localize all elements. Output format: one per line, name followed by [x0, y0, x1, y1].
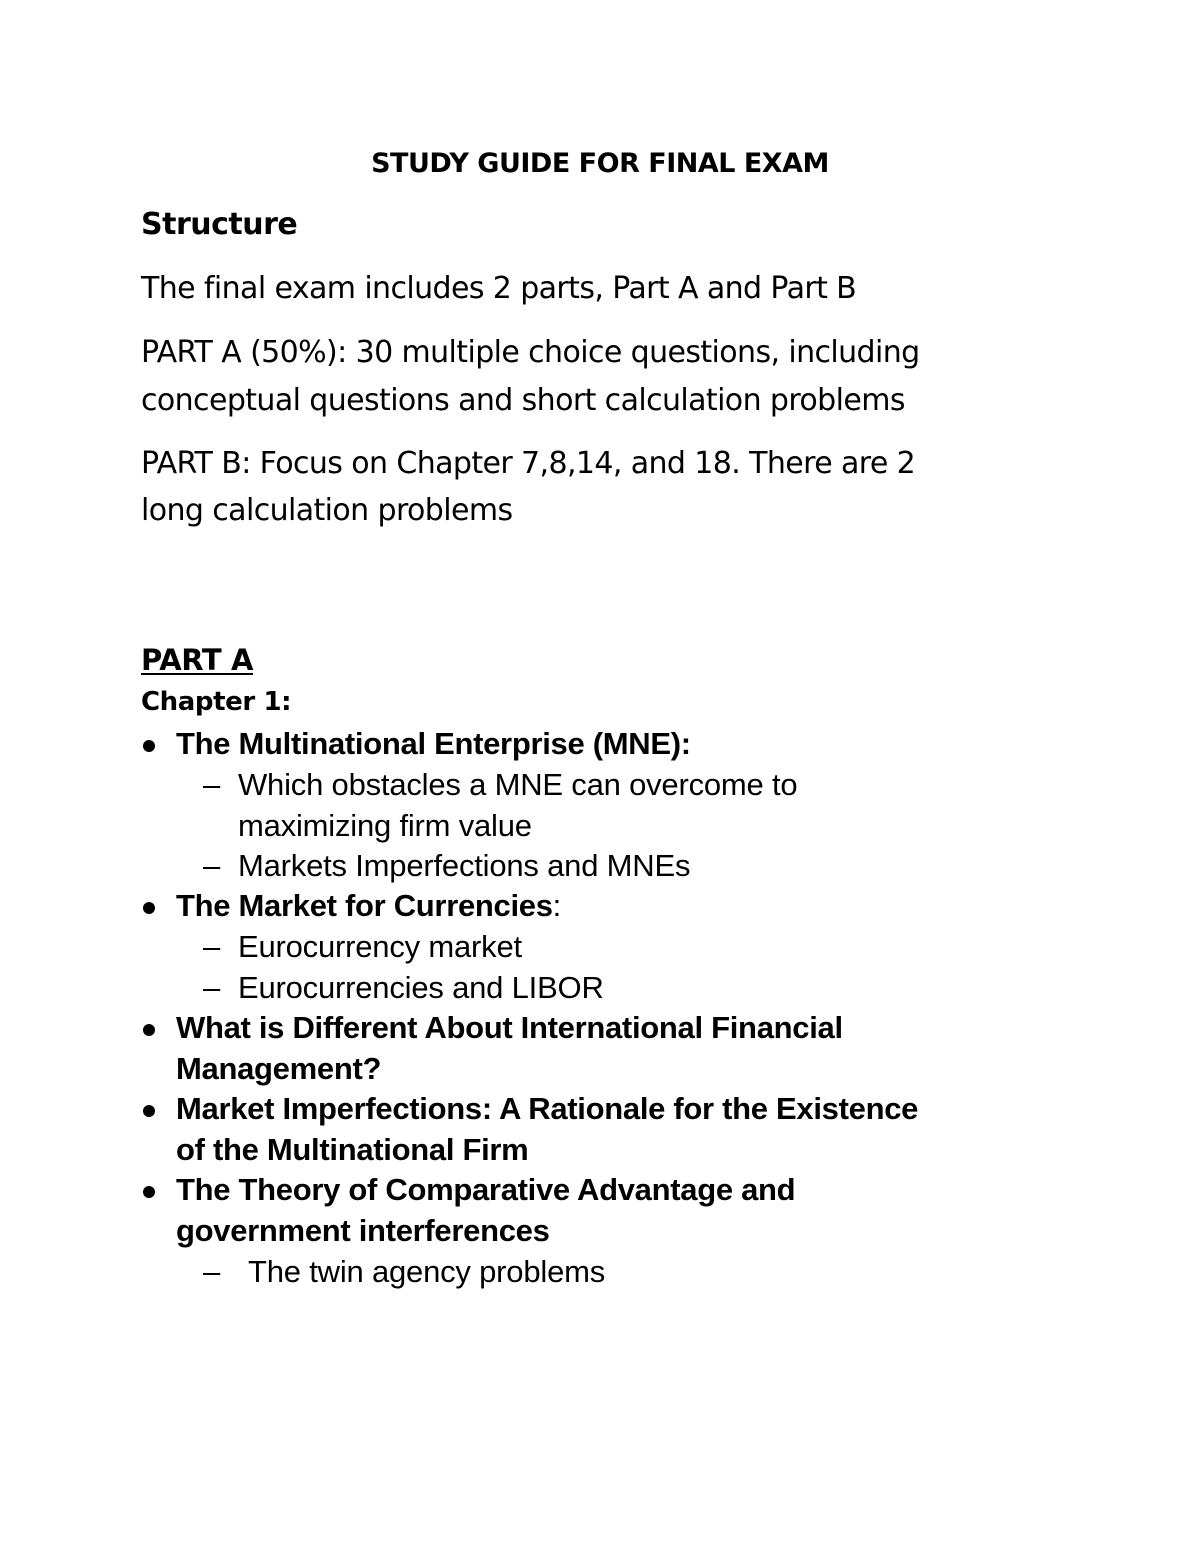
sub-item-eurocurrencies-libor: Eurocurrencies and LIBOR: [238, 970, 604, 1005]
bullet-icon: [143, 902, 155, 914]
bullet-international-financial-line1: What is Different About International Financial: [176, 1010, 843, 1045]
dash-icon: –: [203, 1254, 221, 1289]
chapter-1-heading: Chapter 1:: [141, 687, 292, 717]
bullet-comparative-advantage-line1: The Theory of Comparative Advantage and: [176, 1172, 796, 1207]
bullet-market-imperfections-line1: Market Imperfections: A Rationale for the Existence: [176, 1091, 919, 1126]
sub-item-obstacles-line2: maximizing firm value: [238, 808, 532, 843]
sub-item-market-imperfections: Markets Imperfections and MNEs: [238, 848, 691, 883]
structure-intro: The final exam includes 2 parts, Part A and Part B: [141, 271, 857, 306]
sub-item-eurocurrency-market: Eurocurrency market: [238, 929, 522, 964]
dash-icon: –: [203, 970, 221, 1005]
bullet-market-imperfections-line2: of the Multinational Firm: [176, 1132, 529, 1167]
dash-icon: –: [203, 767, 221, 802]
dash-icon: –: [203, 929, 221, 964]
bullet-international-financial-line2: Management?: [176, 1051, 382, 1086]
bullet-comparative-advantage-line2: government interferences: [176, 1213, 550, 1248]
bullet-icon: [143, 740, 155, 752]
part-b-description-line2: long calculation problems: [141, 493, 513, 528]
structure-heading: Structure: [141, 207, 298, 242]
sub-item-obstacles-line1: Which obstacles a MNE can overcome to: [238, 767, 798, 802]
page-title: STUDY GUIDE FOR FINAL EXAM: [371, 148, 829, 179]
bullet-market-for-currencies-colon: :: [552, 888, 561, 923]
dash-icon: –: [203, 848, 221, 883]
bullet-market-for-currencies-label: The Market for Currencies: [176, 888, 553, 923]
part-a-heading: PART A: [141, 643, 253, 677]
part-b-description-line1: PART B: Focus on Chapter 7,8,14, and 18. There are 2: [141, 446, 916, 481]
sub-item-twin-agency: The twin agency problems: [248, 1254, 606, 1289]
bullet-icon: [143, 1186, 155, 1198]
part-a-description-line1: PART A (50%): 30 multiple choice questions, including: [141, 335, 920, 370]
bullet-market-for-currencies: [176, 888, 561, 924]
bullet-icon: [143, 1105, 155, 1117]
bullet-icon: [143, 1024, 155, 1036]
part-a-description-line2: conceptual questions and short calculation problems: [141, 383, 905, 418]
bullet-mne: The Multinational Enterprise (MNE):: [176, 726, 691, 761]
